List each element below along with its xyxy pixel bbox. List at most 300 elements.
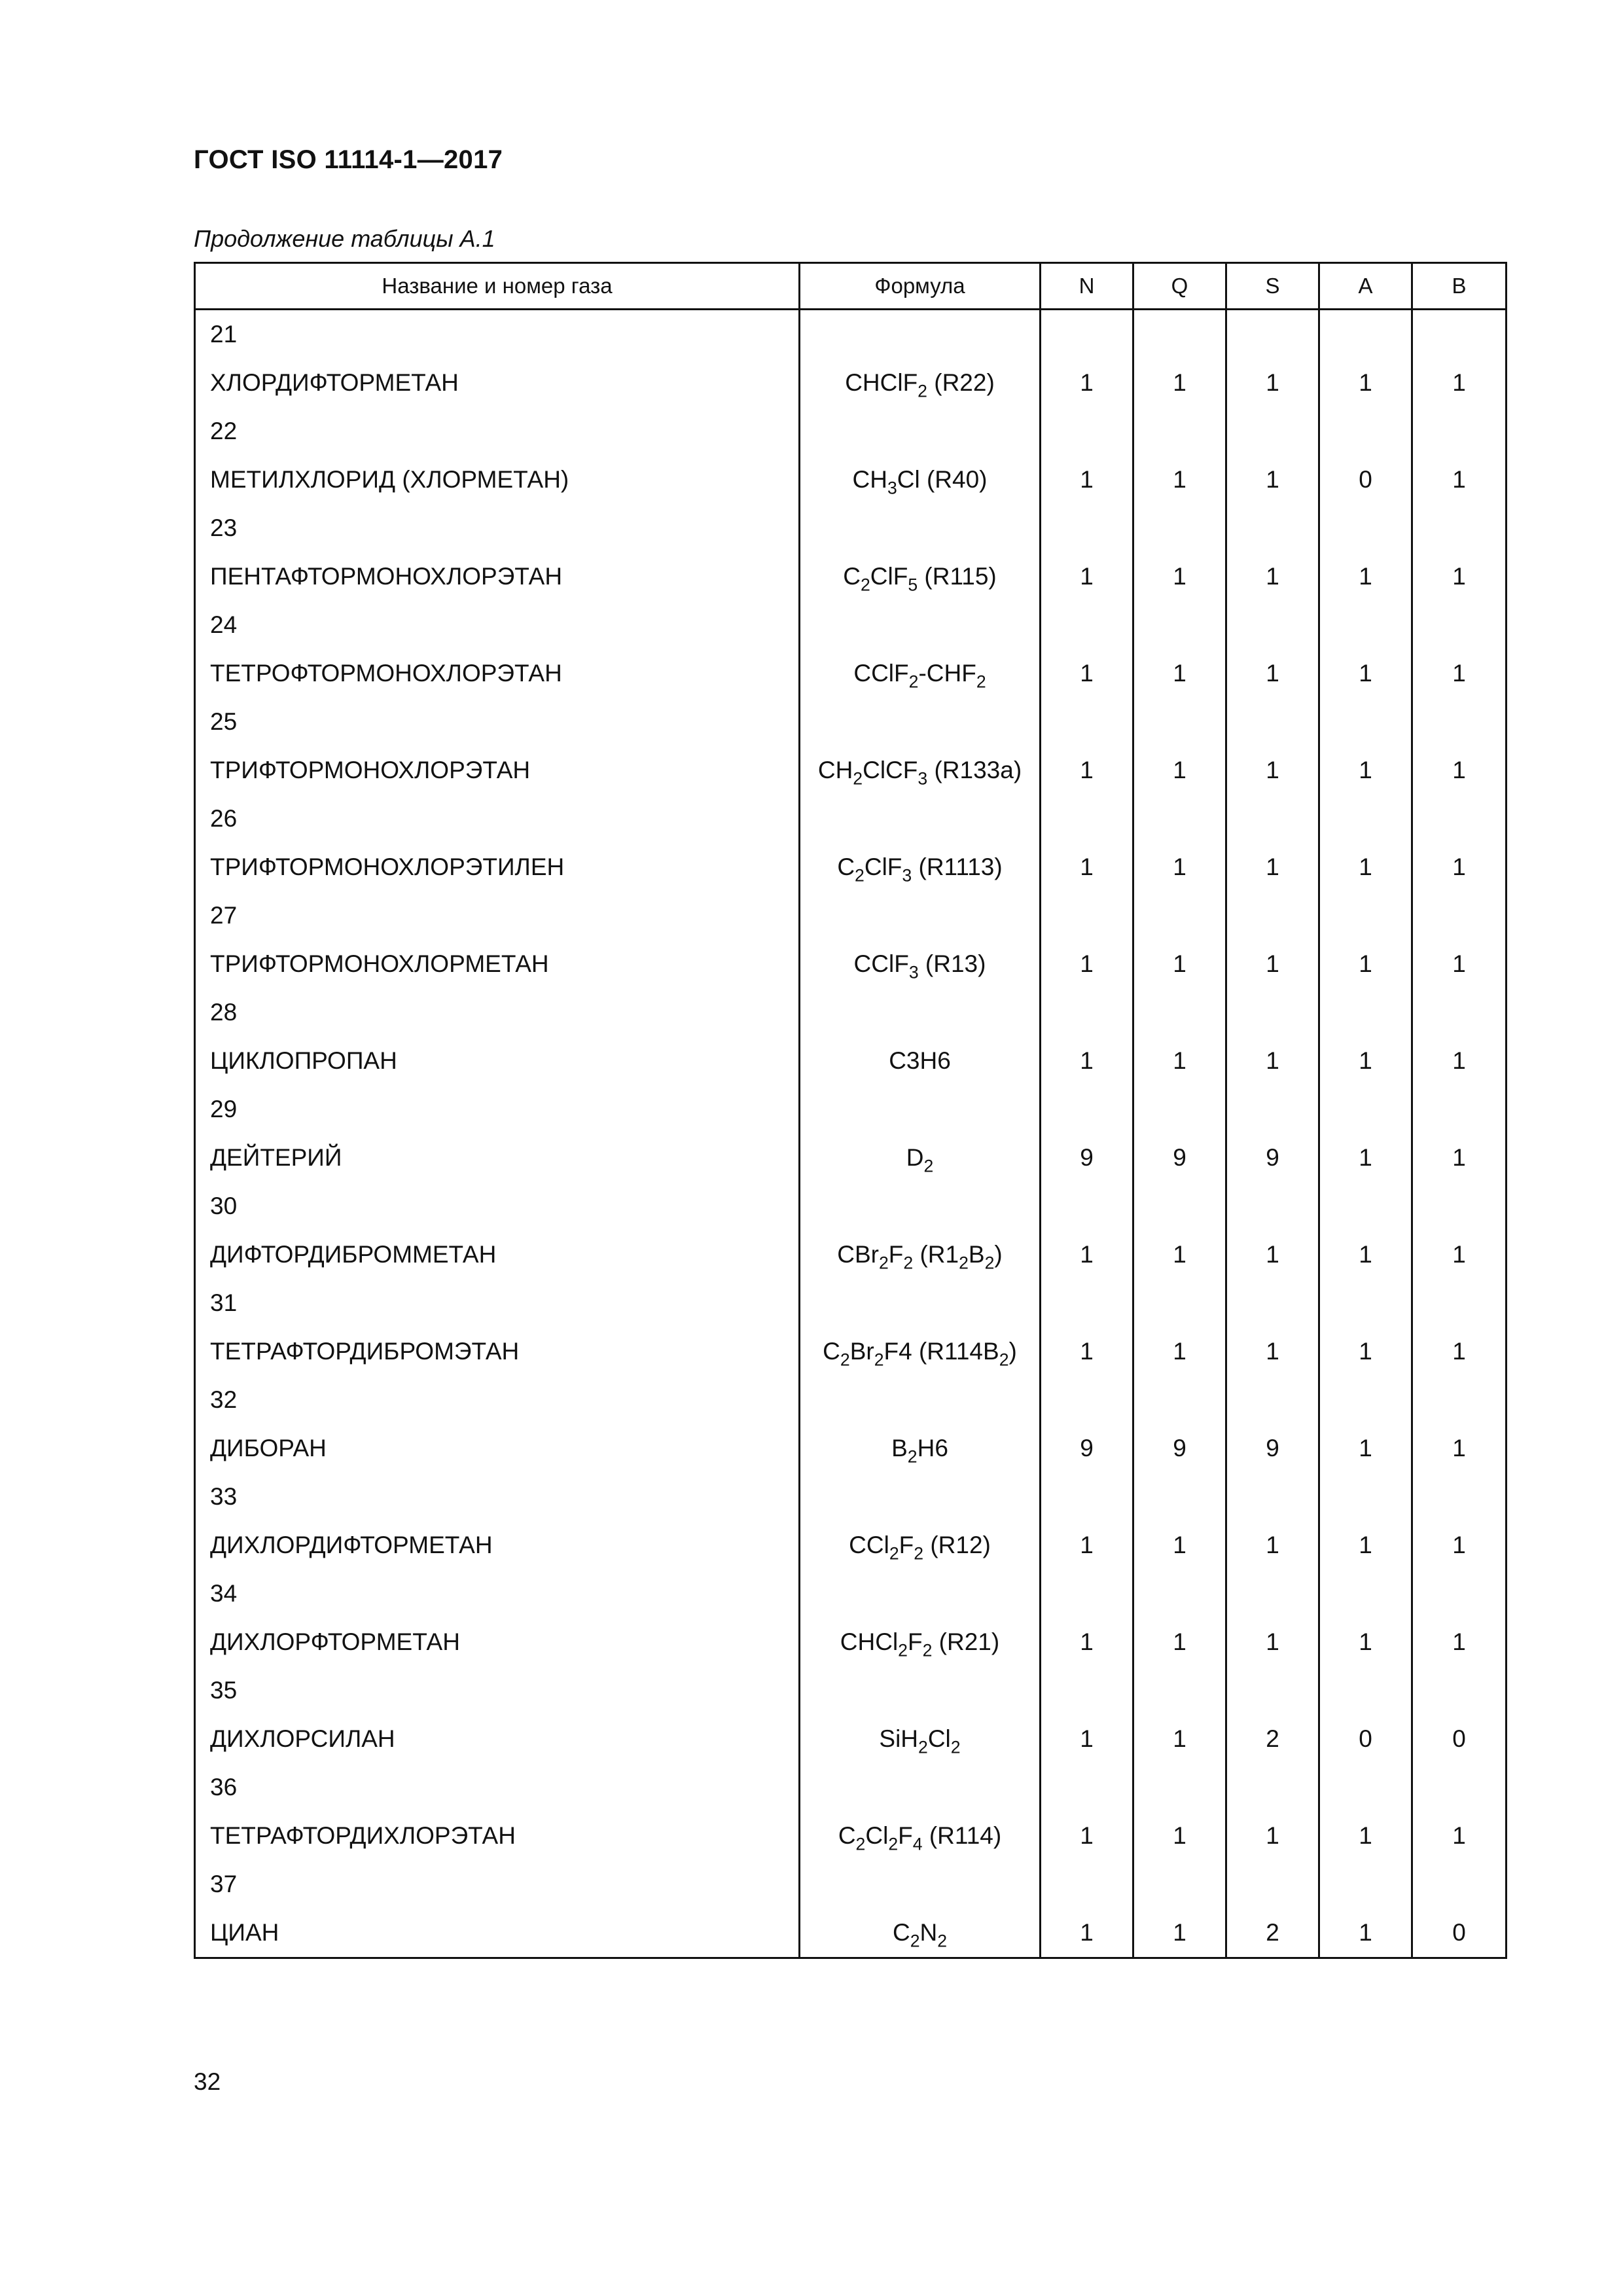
empty-cell [1041, 1860, 1133, 1909]
empty-cell [1133, 1763, 1226, 1812]
formula-text: (R115) [918, 563, 997, 590]
empty-cell [800, 1473, 1041, 1521]
gas-name: ПЕНТАФТОРМОНОХЛОРЭТАН [195, 552, 800, 601]
value-n: 9 [1041, 1134, 1133, 1182]
formula-subscript: 2 [908, 672, 919, 692]
empty-cell [1226, 1473, 1319, 1521]
value-b: 1 [1412, 552, 1507, 601]
gas-number-row [195, 1666, 1507, 1715]
value-a: 1 [1319, 1521, 1412, 1570]
value-s: 1 [1226, 456, 1319, 504]
empty-cell [1412, 310, 1507, 359]
column-header-b: B [1412, 263, 1507, 310]
gas-number-row [195, 407, 1507, 456]
empty-cell [1412, 1376, 1507, 1424]
formula-text: F [888, 1241, 904, 1268]
formula-subscript: 2 [976, 672, 986, 692]
table-row [195, 359, 1507, 407]
formula-subscript: 2 [907, 1446, 918, 1467]
formula-text: ClF [870, 563, 908, 590]
gas-formula [800, 1715, 1041, 1763]
formula-text: CH [817, 757, 853, 783]
formula-text: ClCF [863, 757, 918, 783]
value-a: 1 [1319, 552, 1412, 601]
value-n: 1 [1041, 843, 1133, 891]
value-n: 1 [1041, 1037, 1133, 1085]
empty-cell [1041, 504, 1133, 552]
gas-number: 30 [195, 1182, 800, 1230]
value-a: 1 [1319, 1037, 1412, 1085]
formula-text: C [837, 853, 855, 880]
formula-text: D [906, 1144, 924, 1171]
formula-text: CH [852, 466, 887, 493]
formula-subscript: 2 [855, 1834, 866, 1854]
formula-text: B [891, 1435, 908, 1462]
value-q: 1 [1133, 1521, 1226, 1570]
gas-name: ДЕЙТЕРИЙ [195, 1134, 800, 1182]
empty-cell [800, 988, 1041, 1037]
gas-name: ДИХЛОРДИФТОРМЕТАН [195, 1521, 800, 1570]
gas-number-row [195, 504, 1507, 552]
value-b: 1 [1412, 649, 1507, 698]
formula-text: F [907, 1628, 923, 1655]
value-s: 1 [1226, 1812, 1319, 1860]
formula-text: Cl [927, 1725, 951, 1752]
empty-cell [1412, 891, 1507, 940]
empty-cell [1133, 1860, 1226, 1909]
gas-number: 23 [195, 504, 800, 552]
value-q: 1 [1133, 746, 1226, 795]
empty-cell [1041, 1763, 1133, 1812]
value-a: 1 [1319, 940, 1412, 988]
gas-number-row [195, 795, 1507, 843]
gas-formula [800, 1618, 1041, 1666]
gas-number-row [195, 310, 1507, 359]
value-s: 9 [1226, 1424, 1319, 1473]
table-row [195, 1909, 1507, 1958]
value-a: 1 [1319, 1134, 1412, 1182]
gas-name: МЕТИЛХЛОРИД (ХЛОРМЕТАН) [195, 456, 800, 504]
value-s: 1 [1226, 843, 1319, 891]
value-s: 1 [1226, 746, 1319, 795]
formula-text: C [892, 1919, 910, 1946]
empty-cell [1412, 407, 1507, 456]
empty-cell [1319, 310, 1412, 359]
table-row [195, 456, 1507, 504]
table-row [195, 1618, 1507, 1666]
value-b: 1 [1412, 1618, 1507, 1666]
empty-cell [1412, 1570, 1507, 1618]
formula-subscript: 3 [887, 478, 897, 498]
formula-text: (R22) [927, 369, 995, 396]
value-n: 1 [1041, 552, 1133, 601]
empty-cell [800, 1182, 1041, 1230]
formula-subscript: 2 [898, 1640, 908, 1660]
value-b: 1 [1412, 940, 1507, 988]
gas-name: ДИХЛОРСИЛАН [195, 1715, 800, 1763]
value-s: 2 [1226, 1909, 1319, 1958]
empty-cell [1412, 1085, 1507, 1134]
empty-cell [1041, 988, 1133, 1037]
empty-cell [1319, 504, 1412, 552]
empty-cell [1319, 1570, 1412, 1618]
gas-formula [800, 1134, 1041, 1182]
value-a: 1 [1319, 1618, 1412, 1666]
gas-number-row [195, 1570, 1507, 1618]
gas-formula [800, 1424, 1041, 1473]
empty-cell [800, 601, 1041, 649]
column-header-q: Q [1133, 263, 1226, 310]
empty-cell [1412, 601, 1507, 649]
value-s: 1 [1226, 940, 1319, 988]
formula-subscript: 2 [853, 768, 863, 789]
value-a: 1 [1319, 1424, 1412, 1473]
empty-cell [1226, 1763, 1319, 1812]
value-b: 1 [1412, 456, 1507, 504]
empty-cell [1319, 891, 1412, 940]
column-header-name: Название и номер газа [195, 263, 800, 310]
gas-name: ДИБОРАН [195, 1424, 800, 1473]
empty-cell [1133, 1182, 1226, 1230]
column-header-a: A [1319, 263, 1412, 310]
value-n: 9 [1041, 1424, 1133, 1473]
value-q: 1 [1133, 1715, 1226, 1763]
value-b: 1 [1412, 359, 1507, 407]
formula-text: CHCl [840, 1628, 899, 1655]
gas-name: ТЕТРОФТОРМОНОХЛОРЭТАН [195, 649, 800, 698]
formula-text: (R1113) [912, 853, 1003, 880]
formula-subscript: 2 [910, 1931, 920, 1951]
value-s: 1 [1226, 1521, 1319, 1570]
empty-cell [1412, 504, 1507, 552]
empty-cell [1133, 601, 1226, 649]
formula-text: (R13) [918, 950, 986, 977]
formula-text: Br [849, 1338, 874, 1365]
value-q: 1 [1133, 940, 1226, 988]
empty-cell [1412, 1860, 1507, 1909]
empty-cell [1133, 1279, 1226, 1327]
formula-subscript: 2 [878, 1253, 889, 1273]
empty-cell [1319, 407, 1412, 456]
value-n: 1 [1041, 1327, 1133, 1376]
formula-text: CBr [837, 1241, 879, 1268]
empty-cell [1133, 1570, 1226, 1618]
table-row [195, 649, 1507, 698]
formula-subscript: 3 [902, 865, 912, 886]
table-row [195, 940, 1507, 988]
value-a: 1 [1319, 1909, 1412, 1958]
value-q: 1 [1133, 1812, 1226, 1860]
formula-text: B [968, 1241, 985, 1268]
formula-text: CClF [853, 950, 909, 977]
empty-cell [1133, 1376, 1226, 1424]
gas-number: 37 [195, 1860, 800, 1909]
empty-cell [1319, 1376, 1412, 1424]
gas-formula [800, 1037, 1041, 1085]
table-row [195, 1521, 1507, 1570]
value-n: 1 [1041, 359, 1133, 407]
empty-cell [1133, 504, 1226, 552]
gas-number-row [195, 988, 1507, 1037]
value-a: 1 [1319, 1812, 1412, 1860]
gas-number: 21 [195, 310, 800, 359]
value-b: 0 [1412, 1909, 1507, 1958]
formula-subscript: 2 [889, 1543, 899, 1564]
formula-subscript: 2 [950, 1737, 961, 1757]
empty-cell [1226, 1376, 1319, 1424]
empty-cell [1412, 795, 1507, 843]
value-a: 1 [1319, 746, 1412, 795]
value-s: 1 [1226, 1037, 1319, 1085]
empty-cell [1319, 1182, 1412, 1230]
gas-number: 24 [195, 601, 800, 649]
table-row [195, 1230, 1507, 1279]
value-q: 1 [1133, 552, 1226, 601]
empty-cell [1319, 601, 1412, 649]
gas-formula [800, 1230, 1041, 1279]
empty-cell [1319, 1085, 1412, 1134]
value-s: 1 [1226, 1327, 1319, 1376]
formula-text: (R133a) [927, 757, 1022, 783]
empty-cell [1412, 698, 1507, 746]
empty-cell [1319, 1763, 1412, 1812]
empty-cell [1133, 1085, 1226, 1134]
gas-formula [800, 1521, 1041, 1570]
table-row [195, 1327, 1507, 1376]
empty-cell [1041, 1570, 1133, 1618]
empty-cell [1041, 891, 1133, 940]
empty-cell [1226, 407, 1319, 456]
gas-formula [800, 940, 1041, 988]
empty-cell [1226, 1860, 1319, 1909]
table-header-row [195, 263, 1507, 310]
empty-cell [1412, 1473, 1507, 1521]
empty-cell [1226, 1570, 1319, 1618]
empty-cell [800, 1376, 1041, 1424]
value-b: 1 [1412, 1812, 1507, 1860]
value-b: 1 [1412, 1521, 1507, 1570]
empty-cell [1412, 1763, 1507, 1812]
formula-text: ) [1008, 1338, 1017, 1365]
empty-cell [1319, 988, 1412, 1037]
value-n: 1 [1041, 1230, 1133, 1279]
formula-text: CClF [853, 660, 909, 687]
empty-cell [1226, 504, 1319, 552]
value-q: 1 [1133, 843, 1226, 891]
empty-cell [800, 1860, 1041, 1909]
empty-cell [1412, 1182, 1507, 1230]
formula-text: Cl (R40) [897, 466, 988, 493]
value-s: 1 [1226, 1230, 1319, 1279]
empty-cell [1226, 988, 1319, 1037]
empty-cell [1319, 698, 1412, 746]
value-s: 1 [1226, 359, 1319, 407]
formula-subscript: 2 [999, 1350, 1009, 1370]
gas-formula [800, 746, 1041, 795]
empty-cell [800, 1570, 1041, 1618]
table-row [195, 1424, 1507, 1473]
value-q: 1 [1133, 1909, 1226, 1958]
gas-number-row [195, 1376, 1507, 1424]
empty-cell [1041, 698, 1133, 746]
formula-text: F4 (R114B [883, 1338, 999, 1365]
gas-number-row [195, 698, 1507, 746]
formula-subscript: 2 [922, 1640, 933, 1660]
table-body [195, 310, 1507, 1958]
gas-number: 25 [195, 698, 800, 746]
empty-cell [1041, 310, 1133, 359]
value-q: 1 [1133, 1327, 1226, 1376]
gas-number: 26 [195, 795, 800, 843]
column-header-s: S [1226, 263, 1319, 310]
value-a: 1 [1319, 843, 1412, 891]
gas-number-row [195, 1182, 1507, 1230]
empty-cell [1226, 1085, 1319, 1134]
gas-number: 31 [195, 1279, 800, 1327]
table-row [195, 1134, 1507, 1182]
empty-cell [800, 310, 1041, 359]
empty-cell [800, 1763, 1041, 1812]
value-q: 9 [1133, 1424, 1226, 1473]
formula-text: N [919, 1919, 938, 1946]
formula-subscript: 2 [959, 1253, 969, 1273]
empty-cell [1319, 1860, 1412, 1909]
formula-text: F [899, 1532, 914, 1558]
value-q: 1 [1133, 359, 1226, 407]
value-a: 0 [1319, 456, 1412, 504]
gas-number: 36 [195, 1763, 800, 1812]
empty-cell [1226, 1666, 1319, 1715]
value-n: 1 [1041, 1521, 1133, 1570]
empty-cell [800, 407, 1041, 456]
value-b: 1 [1412, 843, 1507, 891]
gas-number-row [195, 1085, 1507, 1134]
table-row [195, 552, 1507, 601]
value-q: 1 [1133, 1037, 1226, 1085]
empty-cell [1041, 1279, 1133, 1327]
gas-number-row [195, 1860, 1507, 1909]
value-n: 1 [1041, 746, 1133, 795]
value-n: 1 [1041, 649, 1133, 698]
formula-subscript: 2 [888, 1834, 899, 1854]
value-q: 1 [1133, 1618, 1226, 1666]
column-header-formula: Формула [800, 263, 1041, 310]
value-s: 1 [1226, 649, 1319, 698]
gas-formula [800, 1812, 1041, 1860]
table-row [195, 1812, 1507, 1860]
gas-number: 32 [195, 1376, 800, 1424]
empty-cell [1226, 698, 1319, 746]
value-b: 1 [1412, 1037, 1507, 1085]
gas-formula [800, 456, 1041, 504]
empty-cell [800, 1666, 1041, 1715]
value-n: 1 [1041, 1618, 1133, 1666]
gas-number: 29 [195, 1085, 800, 1134]
gas-formula [800, 649, 1041, 698]
gas-name: ТЕТРАФТОРДИБРОМЭТАН [195, 1327, 800, 1376]
value-a: 1 [1319, 649, 1412, 698]
empty-cell [1226, 1182, 1319, 1230]
formula-subscript: 2 [914, 1543, 924, 1564]
formula-text: (R21) [932, 1628, 1000, 1655]
gas-number: 22 [195, 407, 800, 456]
gas-number: 28 [195, 988, 800, 1037]
empty-cell [1041, 795, 1133, 843]
formula-text: C3H6 [889, 1047, 951, 1074]
value-n: 1 [1041, 1812, 1133, 1860]
value-s: 1 [1226, 1618, 1319, 1666]
value-s: 1 [1226, 552, 1319, 601]
formula-subscript: 2 [984, 1253, 995, 1273]
empty-cell [1226, 795, 1319, 843]
value-a: 1 [1319, 1230, 1412, 1279]
formula-text: CHClF [845, 369, 918, 396]
empty-cell [1041, 601, 1133, 649]
empty-cell [800, 698, 1041, 746]
gas-name: ТРИФТОРМОНОХЛОРМЕТАН [195, 940, 800, 988]
formula-subscript: 2 [903, 1253, 914, 1273]
table-row [195, 746, 1507, 795]
empty-cell [1133, 310, 1226, 359]
empty-cell [1412, 1279, 1507, 1327]
formula-subscript: 2 [923, 1156, 934, 1176]
value-b: 1 [1412, 746, 1507, 795]
value-q: 1 [1133, 456, 1226, 504]
formula-subscript: 2 [937, 1931, 948, 1951]
gas-formula [800, 359, 1041, 407]
gas-formula [800, 843, 1041, 891]
value-n: 1 [1041, 1715, 1133, 1763]
gas-number: 34 [195, 1570, 800, 1618]
value-b: 1 [1412, 1327, 1507, 1376]
empty-cell [1041, 1085, 1133, 1134]
value-s: 2 [1226, 1715, 1319, 1763]
gas-number-row [195, 1763, 1507, 1812]
formula-subscript: 2 [855, 865, 865, 886]
formula-subscript: 2 [874, 1350, 884, 1370]
empty-cell [1412, 988, 1507, 1037]
value-a: 1 [1319, 359, 1412, 407]
empty-cell [1226, 891, 1319, 940]
value-n: 1 [1041, 1909, 1133, 1958]
value-b: 1 [1412, 1230, 1507, 1279]
gas-number-row [195, 891, 1507, 940]
gas-number-row [195, 1279, 1507, 1327]
empty-cell [1133, 698, 1226, 746]
gas-number: 35 [195, 1666, 800, 1715]
empty-cell [800, 1279, 1041, 1327]
gas-formula [800, 1909, 1041, 1958]
formula-text: C [838, 1822, 856, 1849]
value-b: 0 [1412, 1715, 1507, 1763]
formula-subscript: 2 [918, 381, 927, 401]
gas-number-row [195, 1473, 1507, 1521]
gas-name: ТЕТРАФТОРДИХЛОРЭТАН [195, 1812, 800, 1860]
gas-formula [800, 1327, 1041, 1376]
empty-cell [800, 504, 1041, 552]
empty-cell [1041, 1473, 1133, 1521]
empty-cell [1412, 1666, 1507, 1715]
formula-text: SiH [879, 1725, 919, 1752]
empty-cell [1133, 1666, 1226, 1715]
value-n: 1 [1041, 940, 1133, 988]
value-s: 9 [1226, 1134, 1319, 1182]
empty-cell [800, 891, 1041, 940]
empty-cell [800, 795, 1041, 843]
empty-cell [1133, 988, 1226, 1037]
value-a: 1 [1319, 1327, 1412, 1376]
gas-name: ТРИФТОРМОНОХЛОРЭТАН [195, 746, 800, 795]
